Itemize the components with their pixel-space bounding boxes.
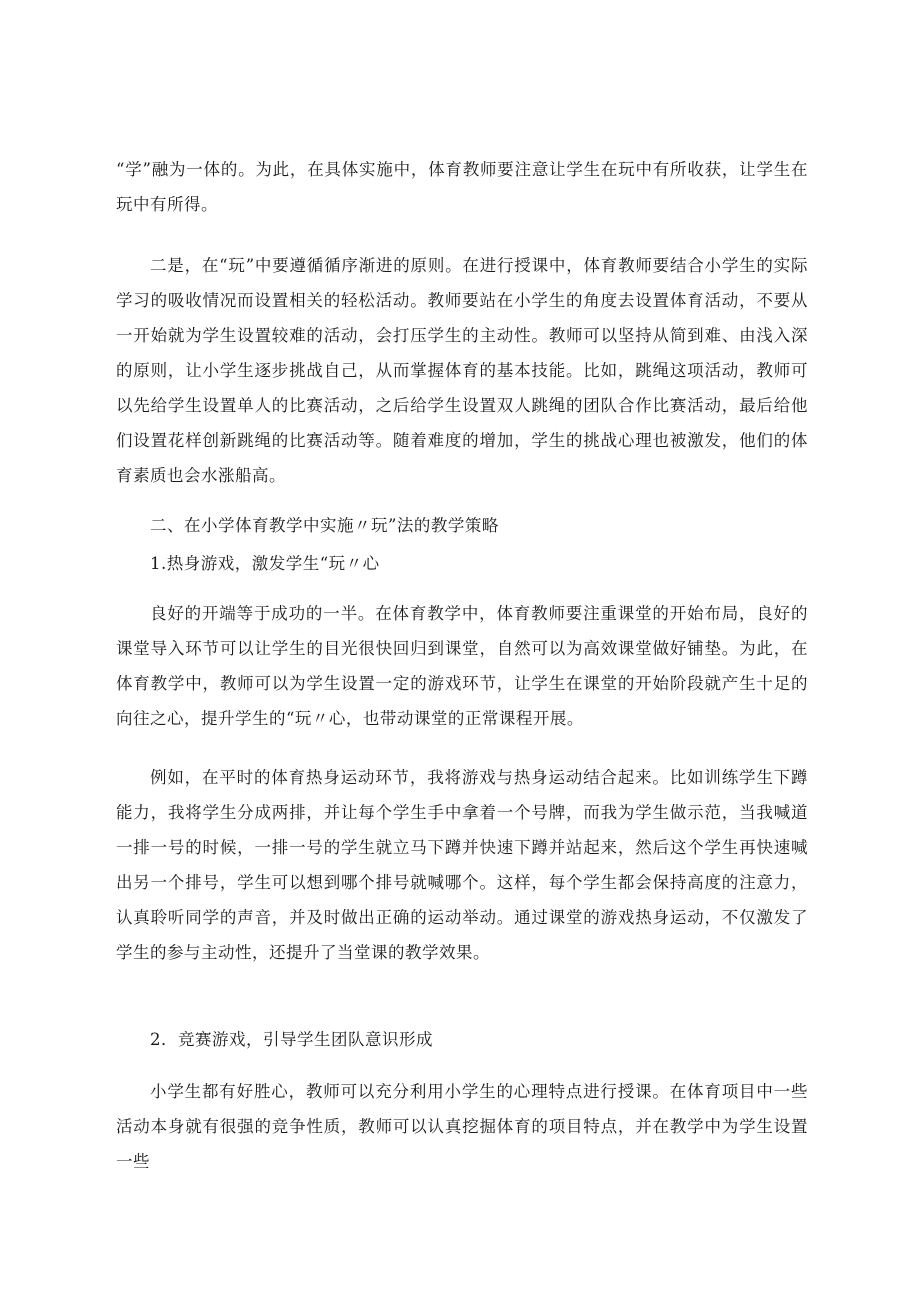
section-heading: 二、在小学体育教学中实施〃玩”法的教学策略 [150,516,499,535]
subheading-warmup-games: 1.热身游戏，激发学生“玩〃心 [150,554,380,573]
subheading-competition-games: 2．竞赛游戏，引导学生团队意识形成 [150,1030,433,1049]
paragraph-example: 例如，在平时的体育热身运动环节，我将游戏与热身运动结合起来。比如训练学生下蹲能力，我将学生分成两排，并让每个学生手中拿着一个号牌，而我为学生做示范，当我喊道一排一号的时候，一排一号的学生就立马下蹲并快速下蹲并站起来，然后这个学生再快速喊出另一个排号，学生可以想到哪个排号就喊哪个。这样，每个学生都会保持高度的注意力，认真聆听同学的声音，并及时做出正确的运动举动。通过课堂的游戏热身运动，不仅激发了学生的参与主动性，还提升了当堂课的教学效果。 [116,768,808,962]
paragraph-continuation: “学”融为一体的。为此，在具体实施中，体育教师要注意让学生在玩中有所收获，让学生在玩中有所得。 [116,160,808,214]
paragraph-gradual-principle: 二是，在“玩”中要遵循循序渐进的原则。在进行授课中，体育教师要结合小学生的实际学习的吸收情况而设置相关的轻松活动。教师要站在小学生的角度去设置体育活动，不要从一开始就为学生设置较难的活动，会打压学生的主动性。教师可以坚持从简到难、由浅入深的原则，让小学生逐步挑战自己，从而掌握体育的基本技能。比如，跳绳这项活动，教师可以先给学生设置单人的比赛活动，之后给学生设置双人跳绳的团队合作比赛活动，最后给他们设置花样创新跳绳的比赛活动等。随着难度的增加，学生的挑战心理也被激发，他们的体育素质也会水涨船高。 [116,256,808,485]
paragraph-competition: 小学生都有好胜心，教师可以充分利用小学生的心理特点进行授课。在体育项目中一些活动本身就有很强的竞争性质，教师可以认真挖掘体育的项目特点，并在教学中为学生设置一些 [116,1082,808,1171]
paragraph-warmup: 良好的开端等于成功的一半。在体育教学中，体育教师要注重课堂的开始布局，良好的课堂导入环节可以让学生的目光很快回归到课堂，自然可以为高效课堂做好铺垫。为此，在体育教学中，教师可以为学生设置一定的游戏环节，让学生在课堂的开始阶段就产生十足的向往之心，提升学生的“玩〃心，也带动课堂的正常课程开展。 [116,604,808,728]
